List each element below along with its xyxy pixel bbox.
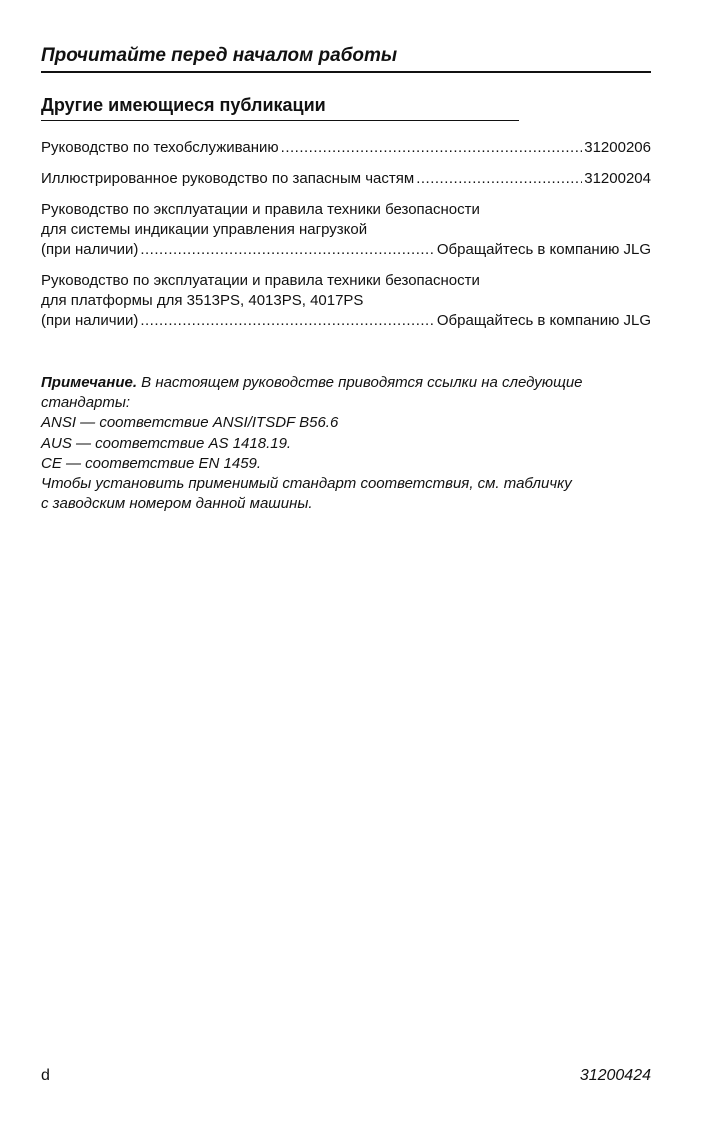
- publication-availability: (при наличии): [41, 312, 139, 329]
- publication-leader-line: [41, 311, 651, 331]
- publication-entry: [41, 138, 651, 158]
- publication-contact: Обращайтесь в компанию JLG: [436, 312, 651, 329]
- publications-list: [41, 138, 651, 342]
- note-standard-aus: AUS — соответствие AS 1418.19.: [41, 434, 292, 452]
- publication-leader-line: [41, 240, 651, 260]
- section-heading: [41, 94, 519, 121]
- page-title: Прочитайте перед началом работы: [41, 45, 398, 66]
- publication-title-line: Руководство по эксплуатации и правила техники безопасности: [41, 201, 480, 218]
- note-line: стандарты:: [41, 394, 131, 412]
- publication-entry: [41, 271, 651, 331]
- section-title: Другие имеющиеся публикации: [41, 95, 326, 115]
- publication-number: 31200206: [584, 139, 651, 156]
- note-standard-ce: CE — соответствие EN 1459.: [41, 454, 262, 472]
- page-letter: d: [41, 1067, 50, 1084]
- note-first-line: [41, 373, 651, 393]
- note-label: Примечание.: [41, 374, 137, 391]
- note-standard-ansi: ANSI — соответствие ANSI/ITSDF B56.6: [41, 414, 339, 432]
- publication-entry: [41, 200, 651, 260]
- publication-number: 31200204: [584, 170, 651, 187]
- note-line: Чтобы установить применимый стандарт соответствия, см. табличку: [41, 475, 572, 493]
- page-header: [41, 44, 651, 73]
- publication-title-line: для платформы для 3513PS, 4013PS, 4017PS: [41, 292, 364, 309]
- publication-availability: (при наличии): [41, 241, 139, 258]
- publication-title-line: Руководство по эксплуатации и правила техники безопасности: [41, 272, 480, 289]
- note-line: с заводским номером данной машины.: [41, 495, 313, 513]
- document-number: 31200424: [579, 1067, 651, 1084]
- publication-title-line: для системы индикации управления нагрузкой: [41, 221, 368, 238]
- publication-title: Иллюстрированное руководство по запасным частям: [41, 170, 415, 187]
- publication-entry: [41, 169, 651, 189]
- standards-note: [41, 373, 651, 514]
- publication-contact: Обращайтесь в компанию JLG: [436, 241, 651, 258]
- dot-leader: [281, 138, 583, 158]
- publication-leader-line: [41, 138, 651, 158]
- dot-leader: [140, 240, 435, 260]
- dot-leader: [140, 311, 435, 331]
- publication-leader-line: [41, 169, 651, 189]
- dot-leader: [416, 169, 582, 189]
- note-text: В настоящем руководстве приводятся ссылки на следующие: [137, 374, 583, 391]
- publication-title: Руководство по техобслуживанию: [41, 139, 279, 156]
